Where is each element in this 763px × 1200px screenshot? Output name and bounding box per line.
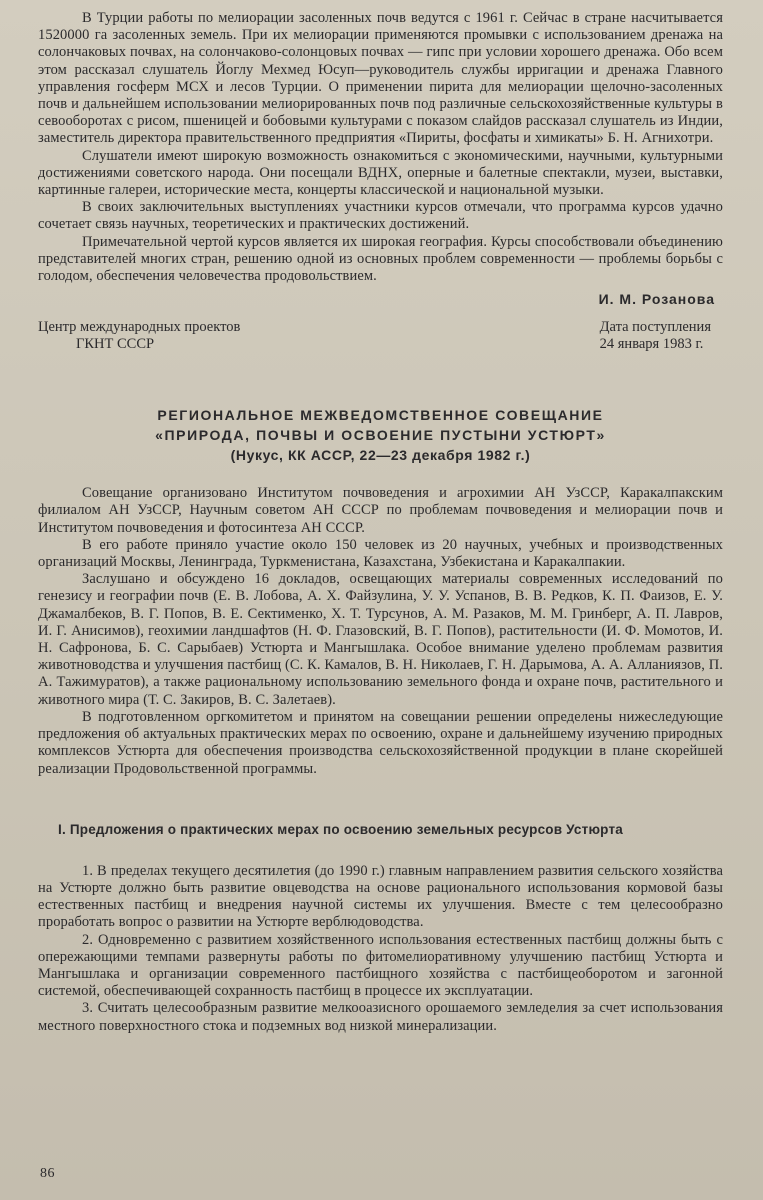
paragraph-reports: Заслушано и обсуждено 16 докладов, освещающих материалы современных исследований по генезису и географии почв (Е. В. Лобова, А. Х. Файзулина, У. У. Успанов, В. В. Редков, К. П. Фаизов, Е. У. Джамалбеков, В. Г. Попов, В. Е. Сектименко, Х. Т. Турсунов, А. М. Разаков, М. М. Гринберг, А. П. Лавров, И. Г. Анисимов), геохимии ландшафтов (Н. Ф. Глазовский, В. Г. Попов), растительности (И. Ф. Момотов, И. Н. Сафронова, Б. С. Сарыбаев) Устюрта и Мангышлака. Особое внимание уделено проблемам развития животноводства и улучшения пастбищ (С. К. Камалов, В. Н. Николаев, Г. Н. Дарымова, А. А. Алланиязов, П. А. Тажимуратов), а также рациональному использованию земельного фонда и охране почв, растительного и животного мира (Т. С. Закиров, В. С. Залетаев).: [38, 571, 723, 708]
page-number: 86: [40, 1166, 55, 1181]
received-value: 24 января 1983 г.: [599, 336, 704, 353]
paragraph-participants: В его работе приняло участие около 150 человек из 20 научных, учебных и производственных организаций Москвы, Ленинграда, Туркменистана, Казахстана, Узбекистана и Каракалпакии.: [38, 536, 723, 571]
institution-line-1: Центр международных проектов: [38, 319, 241, 336]
conference-title-line-1: РЕГИОНАЛЬНОЕ МЕЖВЕДОМСТВЕННОЕ СОВЕЩАНИЕ: [157, 407, 604, 424]
paragraph-conclusions: В своих заключительных выступлениях участники курсов отмечали, что программа курсов удачно сочетает связь научных, теоретических и практических достижений.: [38, 199, 723, 233]
institution-line-2: ГКНТ СССР: [76, 336, 155, 353]
paragraph-decision: В подготовленном оргкомитетом и принятом на совещании решении определены нижеследующие предложения об актуальных практических мерах по освоению, охране и дальнейшему изучению природных комплексов Устюрта для обеспечения производства сельскохозяйственной продукции в плане скорейшей реализации Продовольственной программы.: [38, 708, 723, 777]
conference-title-line-2: «ПРИРОДА, ПОЧВЫ И ОСВОЕНИЕ ПУСТЫНИ УСТЮРТ»: [155, 427, 606, 444]
received-date: [600, 319, 723, 353]
proposal-3: 3. Считать целесообразным развитие мелкооазисного орошаемого земледелия за счет использования местного поверхностного стока и подземных вод низкой минерализации.: [38, 1000, 723, 1034]
proposal-1: 1. В пределах текущего десятилетия (до 1990 г.) главным направлением развития сельского хозяйства на Устюрте должно быть развитие овцеводства на основе рационального использования кормовой базы естественных пастбищ и внедрения научной системы их улучшения. Вместе с тем целесообразно проработать вопрос о развитии на Устюрте верблюдоводства.: [38, 862, 723, 931]
article-end: [38, 10, 723, 353]
article-meta: [38, 319, 723, 353]
paragraph-organizers: Совещание организовано Институтом почвоведения и агрохимии АН УзССР, Каракалпакским филиалом АН УзССР, Научным советом АН СССР по проблемам почвоведения и мелиорации почв и Институтом почвоведения и фотосинтеза АН СССР.: [38, 485, 723, 536]
proposal-2: 2. Одновременно с развитием хозяйственного использования естественных пастбищ должны быть с опережающими темпами развернуты работы по фитомелиоративному улучшению пастбищ Устюрта и Мангышлака и организации современного пастбищного хозяйства с пастбищеоборотом и загонной системой, обеспечивающей сохранность пастбищ в процессе их эксплуатации.: [38, 931, 723, 1000]
received-label: Дата поступления: [599, 319, 711, 336]
paragraph-turkey: В Турции работы по мелиорации засоленных почв ведутся с 1961 г. Сейчас в стране насчитывается 1520000 га засоленных земель. При их мелиорации применяются промывки с использованием дренажа на солончаковых почвах, на солончаково-солонцовых почвах — гипс при условии хорошего дренажа. Обо всем этом рассказал слушатель Йоглу Мехмед Юсуп—руководитель службы ирригации и дренажа Главного управления госферм МСХ и лесов Турции. О применении пирита для мелиорации щелочно-засоленных почв и дальнейшем использовании мелиорированных почв под различные сельскохозяйственные культуры в севооборотах с рисом, пшеницей и бобовыми культурами с показом слайдов рассказал слушатель из Индии, заместитель директора правительственного предприятия «Пириты, фосфаты и химикаты» Б. Н. Агнихотри.: [38, 10, 723, 147]
proposals-section: [38, 822, 723, 1035]
institution: [38, 319, 240, 353]
conference-subtitle: (Нукус, КК АССР, 22—23 декабря 1982 г.): [230, 447, 531, 464]
paragraph-geography: Примечательной чертой курсов является их широкая география. Курсы способствовали объединению представителей многих стран, решению одной из основных проблем современности — проблемы борьбы с голодом, обеспечения человечества продовольствием.: [38, 233, 723, 285]
section-heading: I. Предложения о практических мерах по освоению земельных ресурсов Устюрта: [58, 821, 623, 837]
author-signature: И. М. Розанова: [598, 291, 715, 308]
conference-report: [38, 405, 723, 777]
paragraph-listeners: Слушатели имеют широкую возможность ознакомиться с экономическими, научными, культурными достижениями советского народа. Они посещали ВДНХ, оперные и балетные спектакли, музеи, выставки, картинные галереи, исторические места, концерты классической и национальной музыки.: [38, 147, 723, 199]
conference-title: [38, 405, 723, 445]
